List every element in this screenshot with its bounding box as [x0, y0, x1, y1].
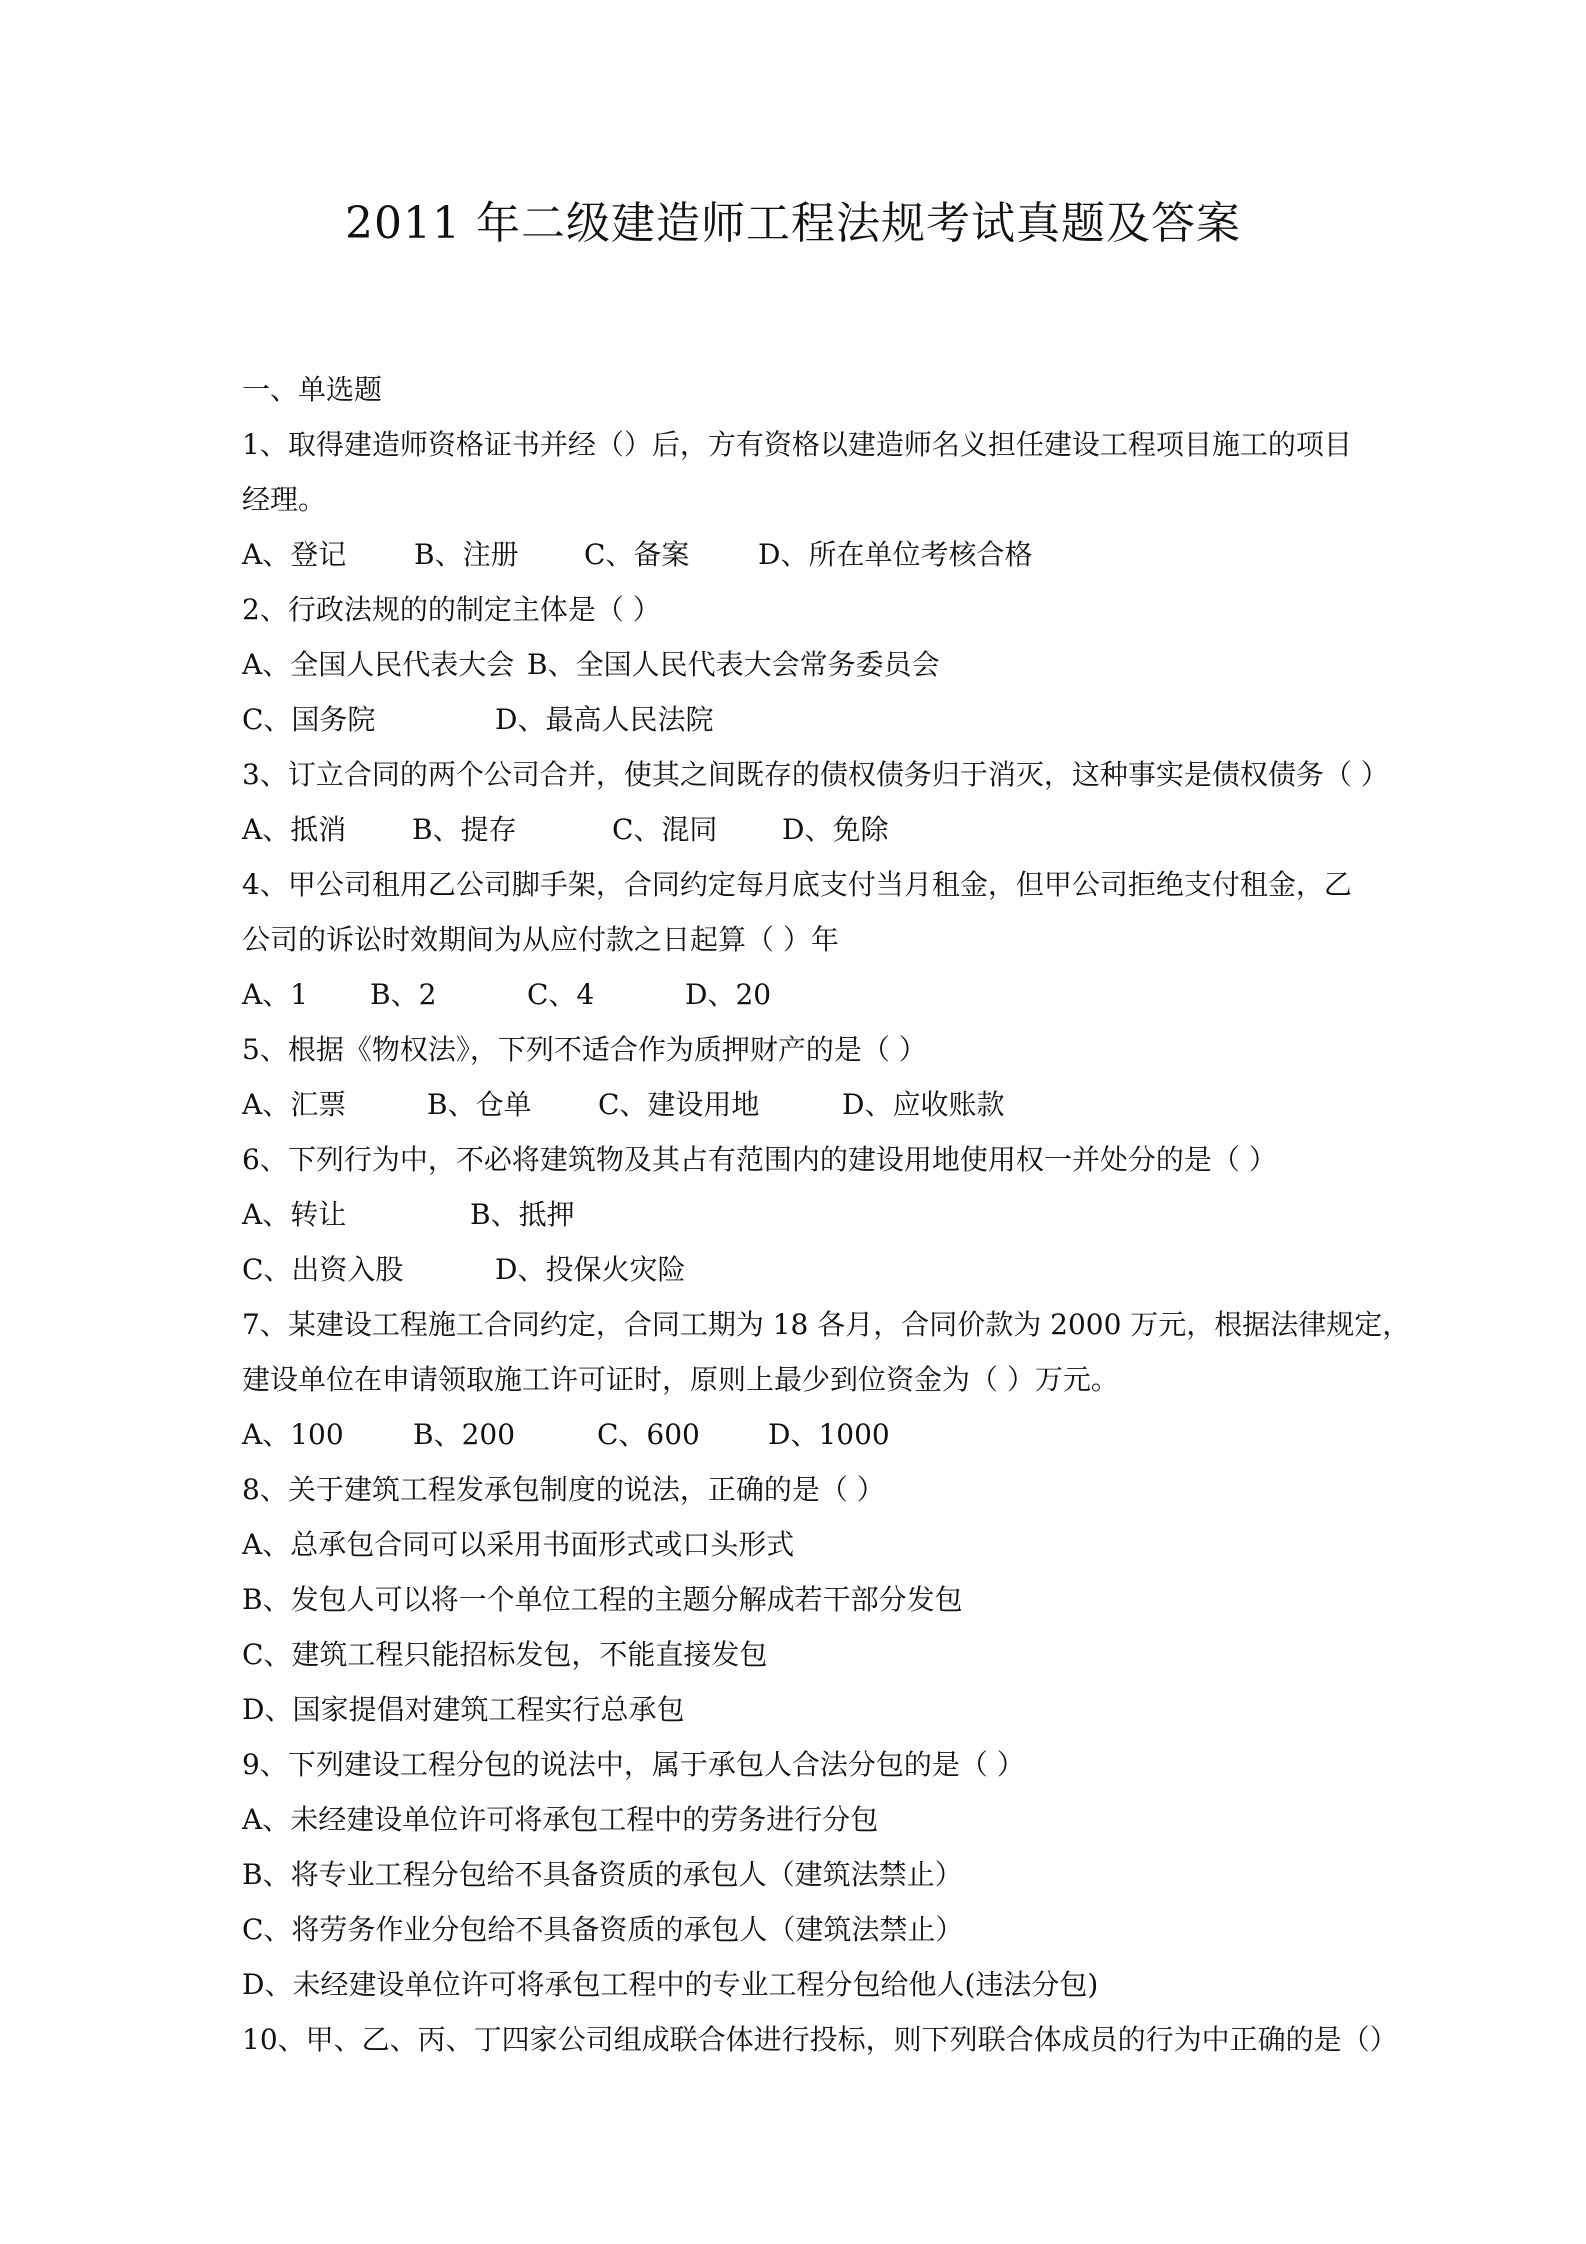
- question-2-option-d: D、最高人民法院: [495, 703, 714, 736]
- question-8-option-d: D、国家提倡对建筑工程实行总承包: [242, 1693, 685, 1726]
- question-1-option-c: C、备案: [584, 538, 690, 571]
- question-5-option-a: A、汇票: [242, 1088, 347, 1121]
- question-7-option-c: C、600: [597, 1418, 700, 1451]
- question-4-option-c: C、4: [527, 978, 595, 1011]
- question-3-option-c: C、混同: [612, 813, 718, 846]
- question-4-option-b: B、2: [370, 978, 437, 1011]
- question-2-option-a: A、全国人民代表大会: [242, 648, 515, 681]
- question-3-option-a: A、抵消: [242, 813, 347, 846]
- question-8-option-c: C、建筑工程只能招标发包，不能直接发包: [242, 1638, 768, 1671]
- question-8-option-a: A、总承包合同可以采用书面形式或口头形式: [242, 1528, 795, 1561]
- question-3-stem: 3、订立合同的两个公司合并，使其之间既存的债权债务归于消灭，这种事实是债权债务（ ）: [242, 758, 1389, 791]
- question-6-options-row-1: [242, 1187, 1362, 1242]
- document-body: [242, 362, 1411, 2067]
- question-4-option-d: D、20: [685, 978, 772, 1011]
- question-1-option-d: D、所在单位考核合格: [758, 538, 1033, 571]
- question-5-option-d: D、应收账款: [842, 1088, 1005, 1121]
- question-7-stem-line-2: 建设单位在申请领取施工许可证时，原则上最少到位资金为（ ）万元。: [242, 1363, 1119, 1396]
- question-6-option-b: B、抵押: [470, 1198, 575, 1231]
- question-5-options: [242, 1077, 1362, 1132]
- section-heading: 一、单选题: [242, 373, 383, 406]
- question-9-stem: 9、下列建设工程分包的说法中，属于承包人合法分包的是（ ）: [242, 1748, 1025, 1781]
- question-6-options-row-2: [242, 1242, 1362, 1297]
- question-1-stem-line-2: 经理。: [242, 483, 327, 516]
- question-8-option-b: B、发包人可以将一个单位工程的主题分解成若干部分发包: [242, 1583, 963, 1616]
- question-7-options: [242, 1407, 1362, 1462]
- question-9-option-b: B、将专业工程分包给不具备资质的承包人（建筑法禁止）: [242, 1858, 963, 1891]
- question-5-option-c: C、建设用地: [598, 1088, 760, 1121]
- question-4-option-a: A、1: [242, 978, 309, 1011]
- question-7-option-d: D、1000: [768, 1418, 890, 1451]
- question-3-option-b: B、提存: [412, 813, 517, 846]
- question-3-options: [242, 802, 1362, 857]
- question-5-stem: 5、根据《物权法》，下列不适合作为质押财产的是（ ）: [242, 1033, 927, 1066]
- question-6-option-c: C、出资入股: [242, 1253, 404, 1286]
- question-2-stem: 2、行政法规的的制定主体是（ ）: [242, 593, 661, 626]
- question-10-stem: 10、甲、乙、丙、丁四家公司组成联合体进行投标，则下列联合体成员的行为中正确的是（）: [242, 2023, 1398, 2056]
- question-5-option-b: B、仓单: [427, 1088, 532, 1121]
- question-8-stem: 8、关于建筑工程发承包制度的说法，正确的是（ ）: [242, 1473, 885, 1506]
- question-6-option-a: A、转让: [242, 1198, 347, 1231]
- question-9-option-c: C、将劳务作业分包给不具备资质的承包人（建筑法禁止）: [242, 1913, 964, 1946]
- question-1-option-b: B、注册: [414, 538, 519, 571]
- question-4-stem-line-1: 4、甲公司租用乙公司脚手架，合同约定每月底支付当月租金，但甲公司拒绝支付租金，乙: [242, 868, 1352, 901]
- question-7-option-a: A、100: [242, 1418, 344, 1451]
- question-3-option-d: D、免除: [782, 813, 889, 846]
- document-title: 2011 年二级建造师工程法规考试真题及答案: [345, 198, 1241, 249]
- question-6-option-d: D、投保火灾险: [495, 1253, 686, 1286]
- question-1-option-a: A、登记: [242, 538, 347, 571]
- question-4-stem-line-2: 公司的诉讼时效期间为从应付款之日起算（ ）年: [242, 923, 839, 956]
- question-7-stem-line-1: 7、某建设工程施工合同约定，合同工期为 18 各月，合同价款为 2000 万元，根据法律规定，: [242, 1308, 1411, 1341]
- question-9-option-d: D、未经建设单位许可将承包工程中的专业工程分包给他人(违法分包): [242, 1968, 1099, 2001]
- question-6-stem: 6、下列行为中，不必将建筑物及其占有范围内的建设用地使用权一并处分的是（ ）: [242, 1143, 1277, 1176]
- question-2-option-b: B、全国人民代表大会常务委员会: [527, 648, 940, 681]
- question-2-option-c: C、国务院: [242, 703, 376, 736]
- question-7-option-b: B、200: [413, 1418, 516, 1451]
- question-1-options: [242, 527, 1362, 582]
- question-2-options-row-2: [242, 692, 1362, 747]
- question-2-options-row-1: [242, 637, 1362, 692]
- question-4-options: [242, 967, 1362, 1022]
- question-9-option-a: A、未经建设单位许可将承包工程中的劳务进行分包: [242, 1803, 879, 1836]
- question-1-stem-line-1: 1、取得建造师资格证书并经（）后，方有资格以建造师名义担任建设工程项目施工的项目: [242, 428, 1352, 461]
